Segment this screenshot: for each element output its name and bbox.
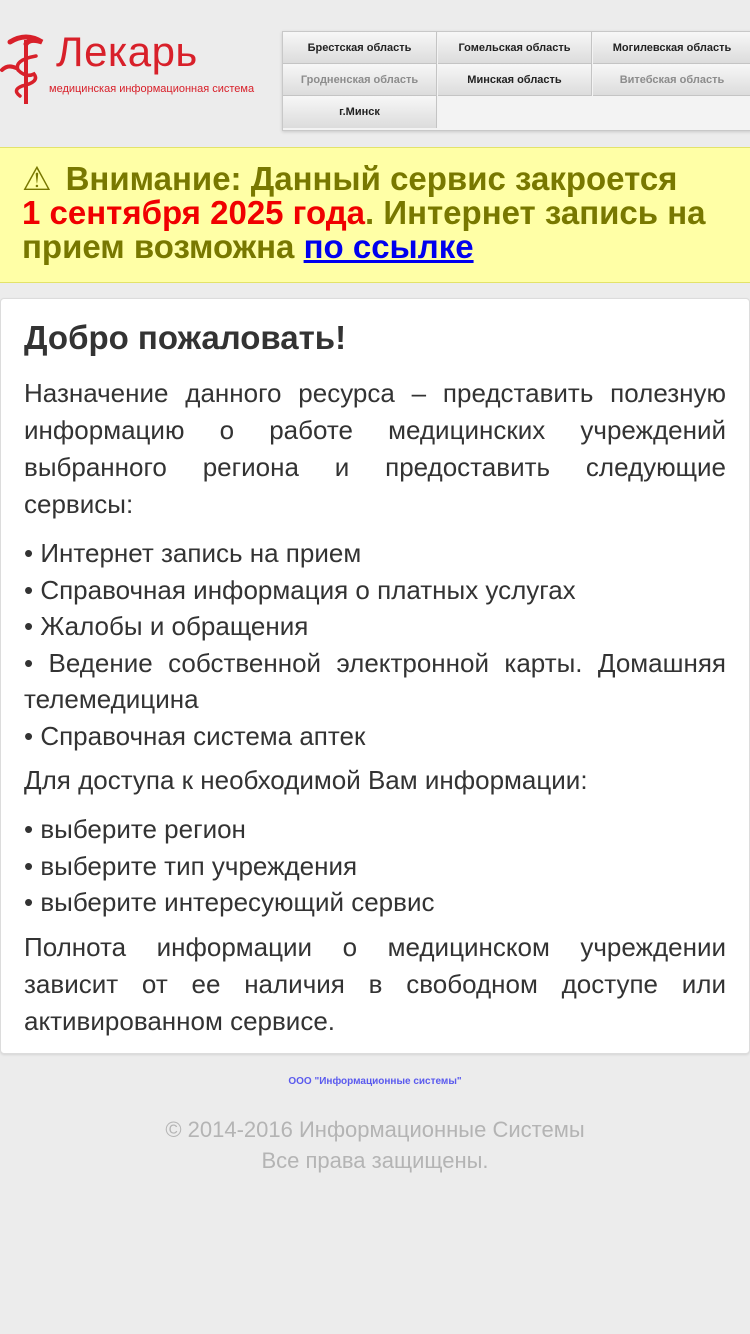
closing-text: Полнота информации о медицинском учреждении зависит от ее наличия в свободном доступе или активированном сервисе.	[24, 931, 726, 1036]
warning-icon: ⚠	[22, 160, 52, 197]
region-vitebsk[interactable]: Витебская область	[593, 64, 750, 96]
region-brest[interactable]: Брестская область	[283, 32, 437, 64]
logo[interactable]	[0, 28, 260, 108]
caduceus-icon	[0, 30, 52, 108]
access-intro: Для доступа к необходимой Вам информации:	[24, 765, 588, 795]
list-item: • Интернет запись на прием	[24, 535, 726, 572]
header	[0, 0, 750, 140]
services-list	[24, 535, 726, 754]
notice-date: 1 сентября 2025 года	[22, 194, 366, 231]
region-minsk-city[interactable]: г.Минск	[283, 96, 437, 128]
steps-list	[24, 811, 726, 921]
list-item: • Справочная информация о платных услугах	[24, 572, 726, 609]
list-item: • выберите тип учреждения	[24, 848, 726, 885]
region-gomel[interactable]: Гомельская область	[438, 32, 592, 64]
intro-text: Назначение данного ресурса – представить полезную информацию о работе медицинских учреждений выбранного региона и предоставить следующие сервисы:	[24, 378, 726, 519]
notice-text: Внимание: Данный сервис закроется	[65, 160, 678, 197]
welcome-card	[0, 298, 750, 1054]
notice-text-2: . Интернет запись на прием возможна	[22, 194, 706, 265]
region-mogilev[interactable]: Могилевская область	[593, 32, 750, 64]
region-selector	[282, 31, 750, 131]
list-item: • Жалобы и обращения	[24, 608, 726, 645]
list-item: • Ведение собственной электронной карты. Домашняя телемедицина	[24, 645, 726, 718]
page-title: Добро пожаловать!	[24, 319, 347, 356]
copyright-text: © 2014-2016 Информационные Системы	[165, 1117, 585, 1142]
company-link[interactable]: ООО "Информационные системы"	[288, 1076, 462, 1087]
list-item: • Справочная система аптек	[24, 718, 726, 755]
copyright	[0, 1114, 750, 1176]
brand-title: Лекарь	[56, 28, 198, 75]
closure-notice	[0, 147, 750, 283]
brand-subtitle: медицинская информационная система	[49, 83, 255, 95]
list-item: • выберите регион	[24, 811, 726, 848]
region-grodno[interactable]: Гродненская область	[283, 64, 437, 96]
region-minsk-oblast[interactable]: Минская область	[438, 64, 592, 96]
booking-link[interactable]: по ссылке	[303, 228, 474, 265]
list-item: • выберите интересующий сервис	[24, 884, 726, 921]
rights-text: Все права защищены.	[261, 1148, 489, 1173]
